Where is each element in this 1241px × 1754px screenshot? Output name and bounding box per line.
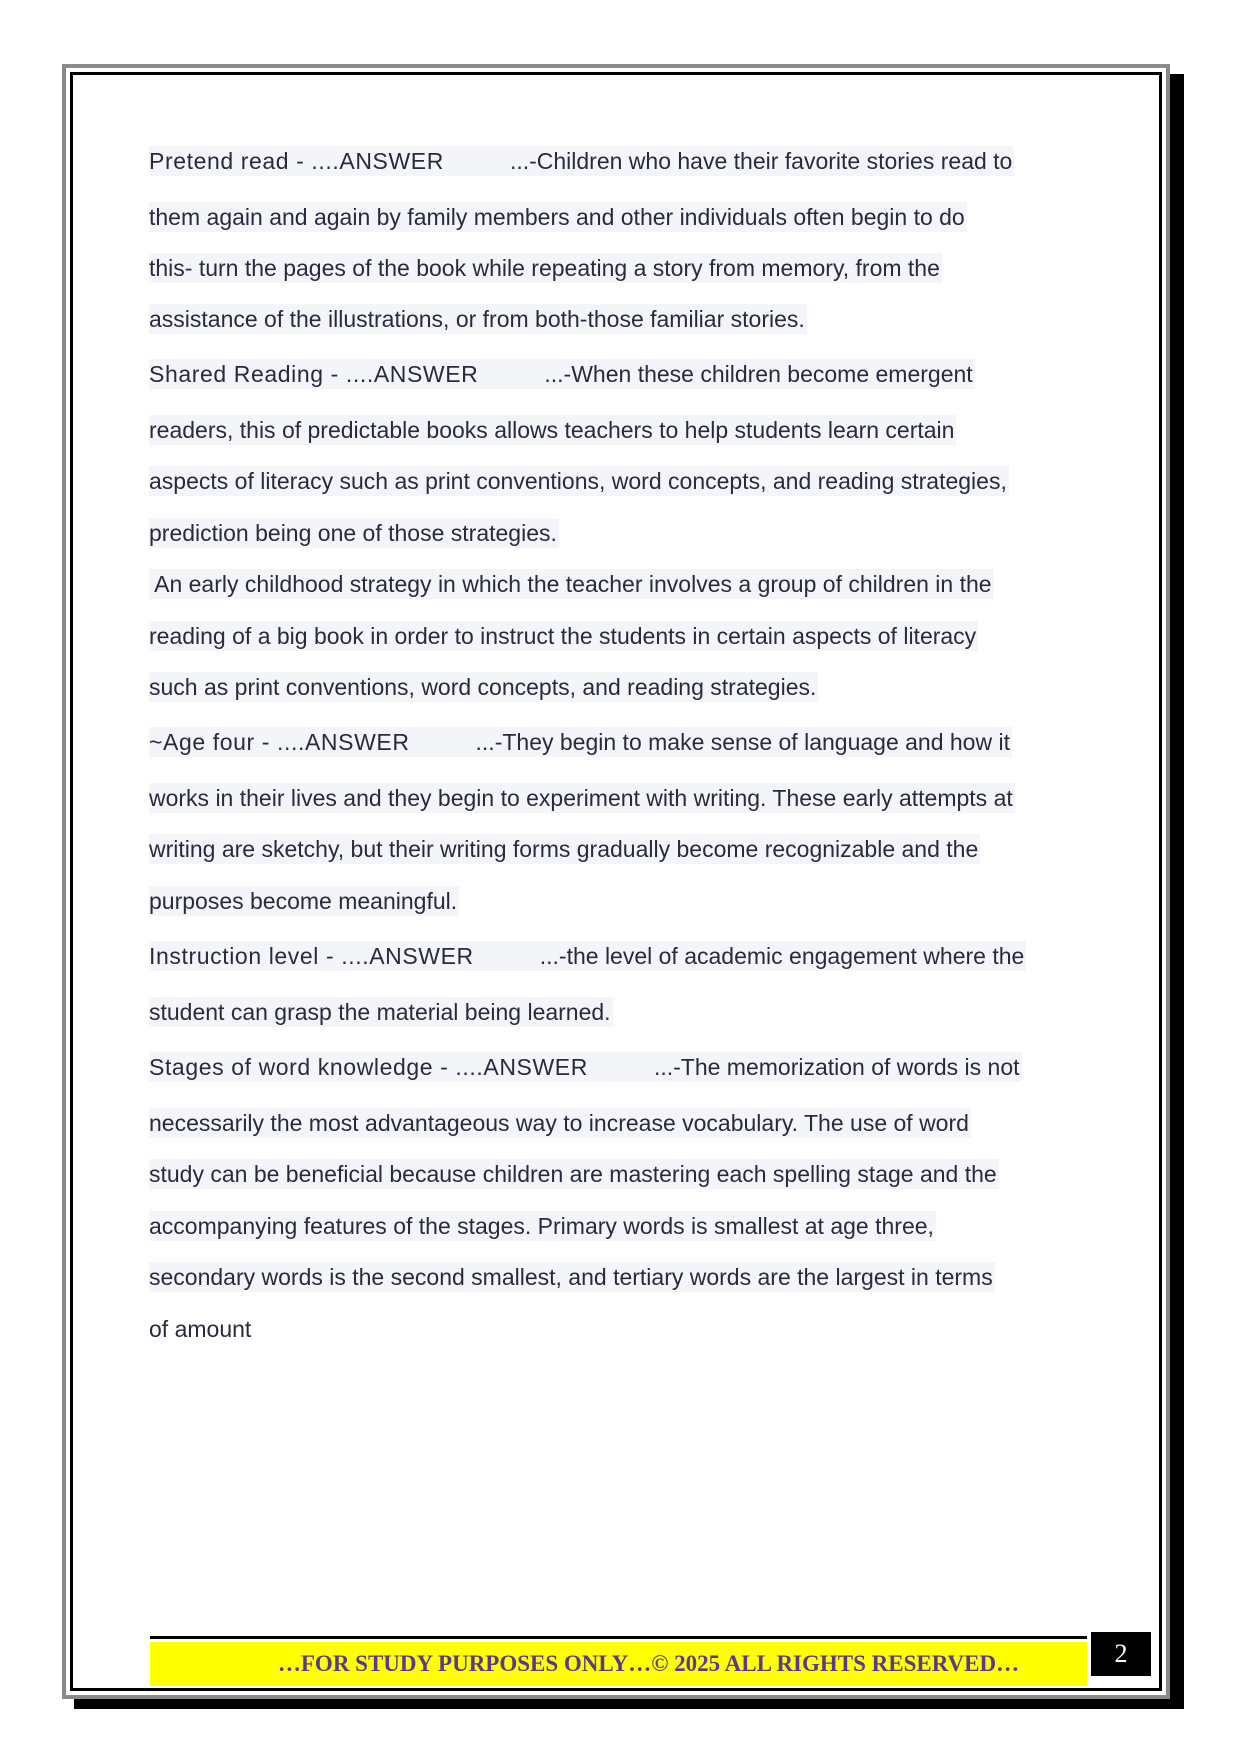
entry-line: them again and again by family members and other individuals often begin to do xyxy=(149,204,965,230)
entry-lead: ...-They begin to make sense of language and how it xyxy=(475,729,1010,755)
entry-heading xyxy=(149,941,1026,971)
entry-lead: ...-When these children become emergent xyxy=(544,361,973,387)
entry-heading xyxy=(149,1052,1022,1082)
entry-line: this- turn the pages of the book while repeating a story from memory, from the xyxy=(149,255,940,281)
entry-line: secondary words is the second smallest, and tertiary words are the largest in terms xyxy=(149,1264,993,1290)
entry-lead: ...-the level of academic engagement where the xyxy=(539,943,1025,969)
entry-term: Shared Reading - ....ANSWER xyxy=(149,361,479,387)
entry-line: An early childhood strategy in which the teacher involves a group of children in the xyxy=(149,571,992,597)
entry-line: works in their lives and they begin to experiment with writing. These early attempts at xyxy=(149,785,1013,811)
entry-line: readers, this of predictable books allows teachers to help students learn certain xyxy=(149,417,955,443)
entry-term: ~Age four - ....ANSWER xyxy=(149,729,410,755)
entry-line: accompanying features of the stages. Primary words is smallest at age three, xyxy=(149,1213,934,1239)
entry-heading xyxy=(149,727,1012,757)
entry-line: such as print conventions, word concepts, and reading strategies. xyxy=(149,674,817,700)
entry-line: student can grasp the material being learned. xyxy=(149,999,611,1025)
entry-line: assistance of the illustrations, or from both-those familiar stories. xyxy=(149,306,805,332)
entry-line: reading of a big book in order to instruct the students in certain aspects of literacy xyxy=(149,623,977,649)
entry-line: of amount xyxy=(149,1316,252,1342)
entry-line: writing are sketchy, but their writing forms gradually become recognizable and the xyxy=(149,836,979,862)
entry-lead: ...-The memorization of words is not xyxy=(653,1054,1020,1080)
entry-term: Instruction level - ....ANSWER xyxy=(149,943,474,969)
page-number: 2 xyxy=(1091,1632,1151,1676)
entry-heading xyxy=(149,359,975,389)
entry-line: purposes become meaningful. xyxy=(149,888,458,914)
entry-heading xyxy=(149,146,1014,176)
entry-term: Pretend read - ....ANSWER xyxy=(149,148,444,174)
footer-rule xyxy=(150,1636,1087,1639)
entry-term: Stages of word knowledge - ....ANSWER xyxy=(149,1054,588,1080)
entry-line: aspects of literacy such as print conventions, word concepts, and reading strategies, xyxy=(149,468,1007,494)
entry-line: necessarily the most advantageous way to increase vocabulary. The use of word xyxy=(149,1110,969,1136)
entry-lead: ...-Children who have their favorite stories read to xyxy=(509,148,1013,174)
entry-line: prediction being one of those strategies. xyxy=(149,520,557,546)
footer-banner: …FOR STUDY PURPOSES ONLY…© 2025 ALL RIGHTS RESERVED… xyxy=(150,1642,1087,1686)
entry-line: study can be beneficial because children are mastering each spelling stage and the xyxy=(149,1161,997,1187)
